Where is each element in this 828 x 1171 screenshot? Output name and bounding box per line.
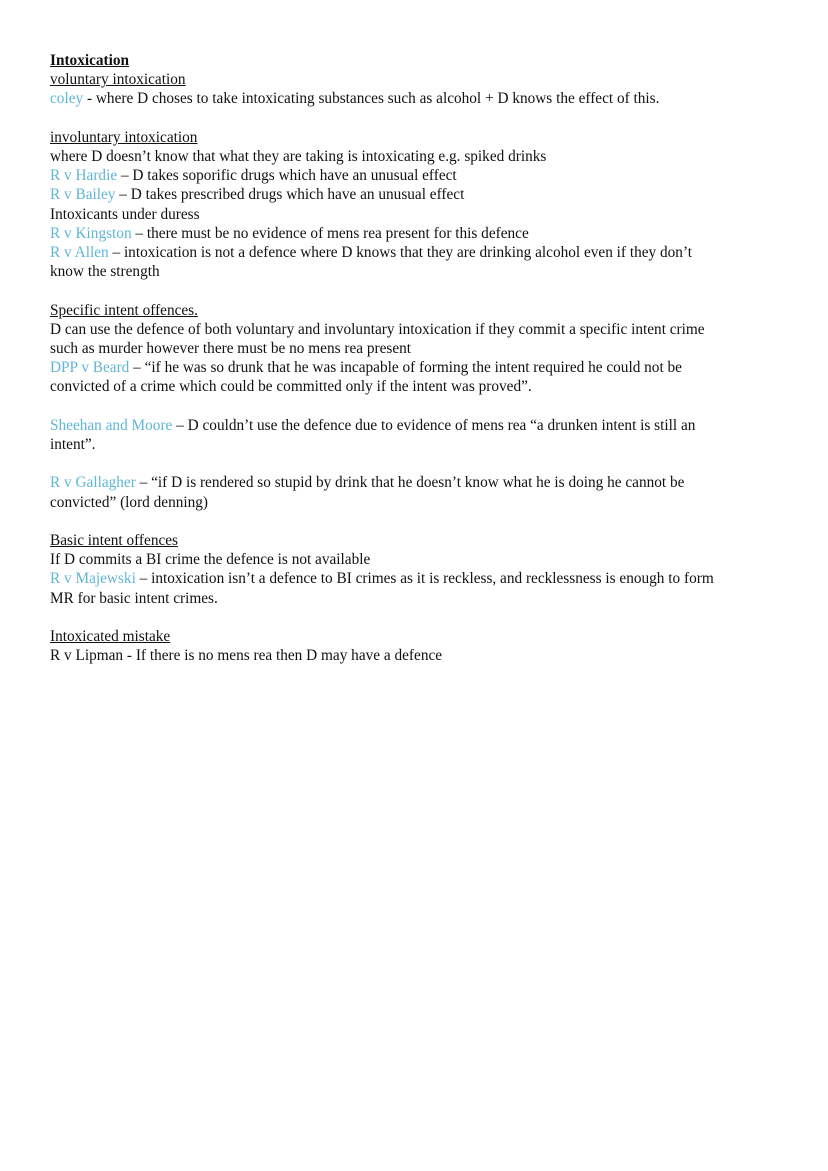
case-line-hardie [50, 166, 790, 185]
case-text: – “if he was so drunk that he was incapable of forming the intent required he could not be [129, 359, 682, 377]
case-name: R v Majewski [50, 570, 136, 588]
case-text-continued: MR for basic intent crimes. [50, 589, 218, 607]
section-heading-involuntary: involuntary intoxication [50, 128, 198, 146]
case-line-kingston [50, 224, 790, 243]
section-heading-voluntary: voluntary intoxication [50, 71, 186, 89]
paragraph-text: Intoxicants under duress [50, 205, 200, 223]
spacer [50, 454, 790, 473]
case-text: – “if D is rendered so stupid by drink that he doesn’t know what he is doing he cannot be [135, 474, 685, 492]
document-title: Intoxication [50, 52, 130, 69]
case-line-coley [50, 89, 790, 108]
spacer [50, 109, 790, 128]
case-name: R v Gallagher [50, 474, 136, 492]
document-page [50, 51, 790, 665]
paragraph-text: such as murder however there must be no mens rea present [50, 340, 412, 358]
case-text: - where D choses to take intoxicating substances such as alcohol + D knows the effect of this. [83, 90, 660, 108]
paragraph-text: If D commits a BI crime the defence is not available [50, 551, 371, 569]
case-name: DPP v Beard [50, 359, 130, 377]
spacer [50, 608, 790, 627]
case-text-continued: convicted of a crime which could be committed only if the intent was proved”. [50, 378, 532, 396]
case-name: R v Kingston [50, 224, 132, 242]
case-name: Sheehan and Moore [50, 416, 173, 434]
section-heading-mistake: Intoxicated mistake [50, 628, 171, 645]
case-text: – intoxication isn’t a defence to BI crimes as it is reckless, and recklessness is enough to form [135, 570, 714, 588]
case-text-continued: know the strength [50, 263, 160, 281]
spacer [50, 397, 790, 416]
case-line-allen [50, 243, 790, 262]
case-name: coley [50, 90, 84, 108]
paragraph-text: D can use the defence of both voluntary and involuntary intoxication if they commit a specific intent crime [50, 320, 705, 338]
case-name: R v Hardie [50, 167, 118, 185]
case-line-beard [50, 358, 790, 377]
case-line-bailey [50, 185, 790, 204]
spacer [50, 512, 790, 531]
case-line-lipman: R v Lipman - If there is no mens rea then D may have a defence [50, 647, 443, 665]
case-text-continued: convicted” (lord denning) [50, 493, 209, 511]
case-text: – D takes soporific drugs which have an unusual effect [117, 167, 457, 185]
section-heading-basic: Basic intent offences [50, 532, 178, 549]
case-line-sheehan [50, 416, 790, 435]
case-text: – D couldn’t use the defence due to evidence of mens rea “a drunken intent is still an [172, 416, 696, 434]
case-line-gallagher [50, 473, 790, 492]
case-name: R v Allen [50, 244, 109, 262]
section-heading-specific: Specific intent offences. [50, 301, 198, 319]
case-text: – D takes prescribed drugs which have an unusual effect [115, 186, 465, 204]
case-text: – intoxication is not a defence where D knows that they are drinking alcohol even if they don’t [108, 244, 693, 262]
case-text: – there must be no evidence of mens rea present for this defence [131, 224, 529, 242]
paragraph-text: where D doesn’t know that what they are taking is intoxicating e.g. spiked drinks [50, 148, 547, 165]
case-text-continued: intent”. [50, 436, 96, 454]
case-line-majewski [50, 569, 790, 588]
spacer [50, 281, 790, 300]
case-name: R v Bailey [50, 186, 116, 204]
